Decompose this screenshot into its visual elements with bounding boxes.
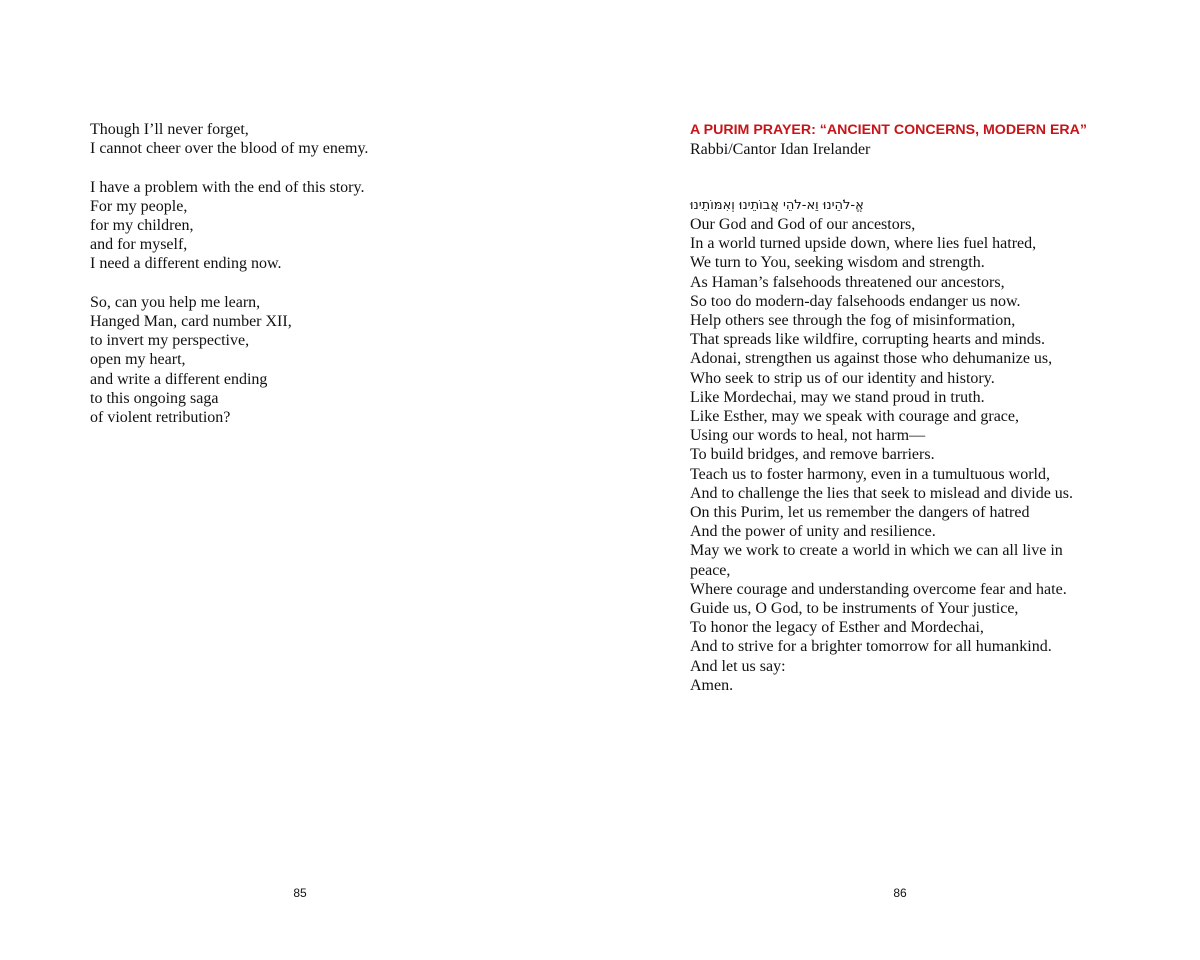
- page-number: 85: [293, 886, 307, 900]
- prayer: [690, 120, 1110, 695]
- prayer-line: That spreads like wildfire, corrupting hearts and minds.: [690, 331, 1046, 349]
- prayer-line: And the power of unity and resilience.: [690, 523, 936, 541]
- prayer-line: Where courage and understanding overcome fear and hate.: [690, 580, 1067, 598]
- prayer-line: To build bridges, and remove barriers.: [690, 446, 935, 464]
- prayer-line: Our God and God of our ancestors,: [690, 216, 916, 233]
- poem-line: open my heart,: [90, 351, 186, 369]
- prayer-line: Teach us to foster harmony, even in a tumultuous world,: [690, 465, 1050, 483]
- prayer-line: On this Purim, let us remember the dangers of hatred: [690, 504, 1030, 522]
- stanza: [90, 178, 560, 274]
- prayer-line: Guide us, O God, to be instruments of Your justice,: [690, 600, 1019, 618]
- poem-line: and write a different ending: [90, 370, 268, 388]
- poem-line: of violent retribution?: [90, 409, 231, 427]
- poem-line: I need a different ending now.: [90, 255, 282, 273]
- prayer-line: And let us say:: [690, 657, 786, 675]
- prayer-author: Rabbi/Cantor Idan Irelander: [690, 141, 871, 158]
- prayer-line: May we work to create a world in which we can all live in: [690, 542, 1063, 560]
- poem-line: for my children,: [90, 217, 194, 234]
- prayer-line: As Haman’s falsehoods threatened our ancestors,: [690, 273, 1005, 291]
- poem-line: Though I’ll never forget,: [90, 121, 249, 138]
- prayer-line: Like Mordechai, may we stand proud in truth.: [690, 388, 985, 406]
- poem-line: to this ongoing saga: [90, 389, 219, 407]
- prayer-line: We turn to You, seeking wisdom and strength.: [690, 254, 985, 272]
- prayer-title: A PURIM PRAYER: “ANCIENT CONCERNS, MODERN ERA”: [690, 122, 1088, 138]
- prayer-line: So too do modern-day falsehoods endanger us now.: [690, 292, 1021, 310]
- poem-line: So, can you help me learn,: [90, 293, 261, 311]
- prayer-line: And to challenge the lies that seek to mislead and divide us.: [690, 484, 1074, 502]
- poem: [90, 120, 560, 446]
- poem-line: I cannot cheer over the blood of my enemy.: [90, 140, 369, 158]
- prayer-line: Amen.: [690, 676, 734, 694]
- poem-line: to invert my perspective,: [90, 332, 250, 350]
- poem-line: and for myself,: [90, 236, 188, 254]
- stanza: [90, 120, 560, 158]
- prayer-line: peace,: [690, 561, 731, 579]
- page-number: 86: [893, 886, 907, 900]
- prayer-line: Adonai, strengthen us against those who dehumanize us,: [690, 350, 1053, 368]
- prayer-line: Using our words to heal, not harm—: [690, 427, 926, 445]
- right-page: [600, 0, 1200, 960]
- prayer-line: Who seek to strip us of our identity and history.: [690, 369, 995, 387]
- hebrew-invocation: אֱ-לֹהֵינוּ וֵא-לֹהֵי אֲבוֹתֵינוּ וְאִמּוֹתֵינוּ: [690, 198, 864, 213]
- prayer-line: And to strive for a brighter tomorrow for all humankind.: [690, 638, 1052, 656]
- prayer-line: To honor the legacy of Esther and Mordechai,: [690, 619, 984, 637]
- prayer-line: Like Esther, may we speak with courage and grace,: [690, 408, 1019, 426]
- poem-line: Hanged Man, card number XII,: [90, 313, 292, 330]
- prayer-line: Help others see through the fog of misinformation,: [690, 312, 1016, 330]
- prayer-line: In a world turned upside down, where lies fuel hatred,: [690, 235, 1037, 253]
- poem-line: I have a problem with the end of this story.: [90, 178, 365, 196]
- stanza: [90, 293, 560, 427]
- poem-line: For my people,: [90, 197, 188, 215]
